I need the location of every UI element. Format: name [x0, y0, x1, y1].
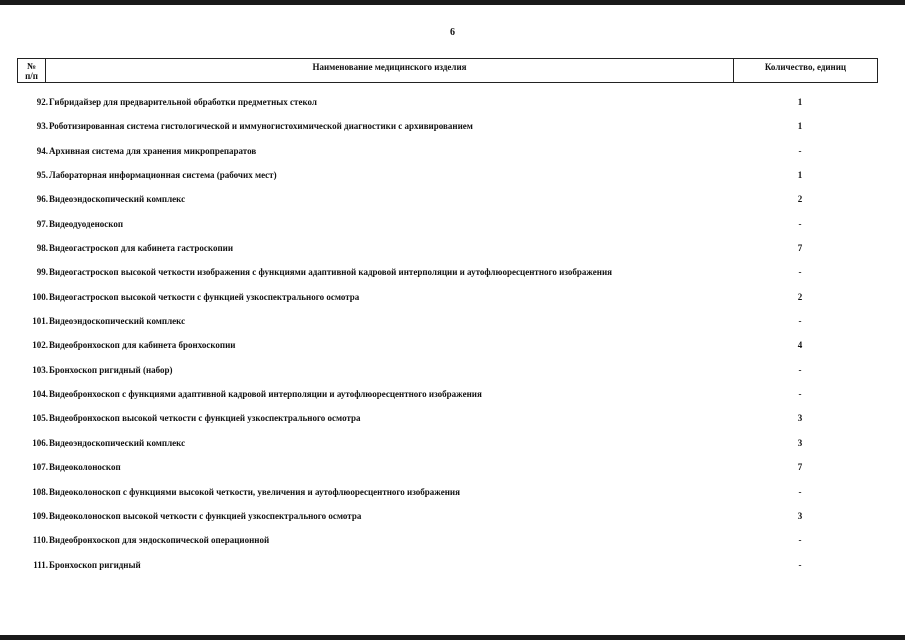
row-quantity: -: [798, 559, 802, 570]
row-number: 95.: [36, 170, 48, 181]
table-row: [0, 146, 905, 170]
row-quantity: 3: [797, 437, 803, 448]
row-number: 110.: [32, 535, 48, 546]
table-row: [0, 97, 905, 121]
row-number: 106.: [32, 437, 48, 448]
row-device-name: Видеобронхоскоп с функциями адаптивной кадровой интерполяции и аутофлюоресцентного изображения: [49, 389, 482, 400]
row-number: 93.: [36, 121, 48, 132]
row-device-name: Видеоколоноскоп с функциями высокой четкости, увеличения и аутофлюоресцентного изображения: [49, 486, 460, 497]
row-device-name: Роботизированная система гистологической и иммуногистохимической диагностики с архивированием: [49, 121, 473, 132]
row-device-name: Видеоэндоскопический комплекс: [49, 437, 186, 448]
table-row: [0, 170, 905, 194]
table-body: [0, 97, 905, 584]
row-quantity: 2: [797, 291, 803, 302]
table-row: [0, 340, 905, 364]
page-number: 6: [450, 27, 455, 38]
table-row: [0, 560, 905, 584]
row-device-name: Видеоколоноскоп: [49, 462, 121, 473]
row-device-name: Видеодуоденоскоп: [49, 218, 124, 229]
table-row: [0, 389, 905, 413]
table-row: [0, 316, 905, 340]
row-number: 104.: [32, 389, 48, 400]
row-quantity: 1: [797, 97, 803, 107]
row-device-name: Видеоколоноскоп высокой четкости с функцией узкоспектрального осмотра: [49, 510, 362, 521]
row-quantity: 7: [797, 243, 803, 254]
table-row: [0, 535, 905, 559]
row-device-name: Архивная система для хранения микропрепаратов: [49, 145, 257, 156]
row-device-name: Видеобронхоскоп высокой четкости с функцией узкоспектрального осмотра: [49, 413, 361, 424]
row-number: 102.: [32, 340, 48, 351]
bottom-border-rule: [0, 635, 905, 640]
row-device-name: Видеогастроскоп для кабинета гастроскопии: [49, 243, 234, 254]
table-row: [0, 438, 905, 462]
row-device-name: Гибридайзер для предварительной обработки предметных стекол: [49, 97, 317, 107]
row-quantity: -: [798, 267, 802, 278]
row-number: 97.: [36, 218, 48, 229]
table-row: [0, 292, 905, 316]
row-number: 101.: [32, 316, 48, 327]
row-number: 109.: [32, 510, 48, 521]
row-quantity: -: [798, 145, 802, 156]
row-quantity: -: [798, 316, 802, 327]
header-quantity-column: Количество, единиц: [764, 62, 847, 72]
row-device-name: Видеоэндоскопический комплекс: [49, 194, 186, 205]
row-device-name: Бронхоскоп ригидный (набор): [49, 364, 173, 375]
row-quantity: -: [798, 364, 802, 375]
table-row: [0, 511, 905, 535]
row-number: 108.: [32, 486, 48, 497]
row-quantity: -: [798, 535, 802, 546]
row-number: 111.: [33, 559, 48, 570]
row-number: 98.: [36, 243, 48, 254]
table-header: [17, 58, 878, 83]
row-number: 92.: [36, 97, 48, 107]
row-number: 96.: [36, 194, 48, 205]
row-quantity: 4: [797, 340, 803, 351]
row-quantity: 3: [797, 510, 803, 521]
header-number-sublabel: п/п: [25, 71, 38, 81]
row-quantity: 7: [797, 462, 803, 473]
header-name-column: Наименование медицинского изделия: [46, 59, 734, 82]
table-row: [0, 365, 905, 389]
table-row: [0, 462, 905, 486]
row-quantity: 3: [797, 413, 803, 424]
table-row: [0, 121, 905, 145]
row-quantity: 2: [797, 194, 803, 205]
table-row: [0, 413, 905, 437]
row-device-name: Видеоэндоскопический комплекс: [49, 316, 186, 327]
header-number-column: [18, 59, 46, 82]
table-row: [0, 194, 905, 218]
row-quantity: -: [798, 486, 802, 497]
row-number: 99.: [36, 267, 48, 278]
row-quantity: 1: [797, 170, 803, 181]
row-device-name: Видеогастроскоп высокой четкости изображения с функциями адаптивной кадровой интерполяции и аутофлюоресцентного изображения: [49, 267, 613, 278]
row-quantity: -: [798, 218, 802, 229]
row-number: 107.: [32, 462, 48, 473]
table-row: [0, 243, 905, 267]
row-number: 100.: [32, 291, 48, 302]
row-device-name: Видеобронхоскоп для эндоскопической операционной: [49, 535, 270, 546]
row-quantity: 1: [797, 121, 803, 132]
row-number: 103.: [32, 364, 48, 375]
row-quantity: -: [798, 389, 802, 400]
row-device-name: Бронхоскоп ригидный: [49, 559, 141, 570]
row-device-name: Лабораторная информационная система (рабочих мест): [49, 170, 277, 181]
header-number-label: №: [26, 61, 37, 71]
table-row: [0, 267, 905, 291]
row-number: 94.: [36, 145, 48, 156]
row-number: 105.: [32, 413, 48, 424]
table-row: [0, 219, 905, 243]
row-device-name: Видеогастроскоп высокой четкости с функцией узкоспектрального осмотра: [49, 291, 360, 302]
table-row: [0, 487, 905, 511]
top-border-rule: [0, 0, 905, 5]
row-device-name: Видеобронхоскоп для кабинета бронхоскопии: [49, 340, 236, 351]
